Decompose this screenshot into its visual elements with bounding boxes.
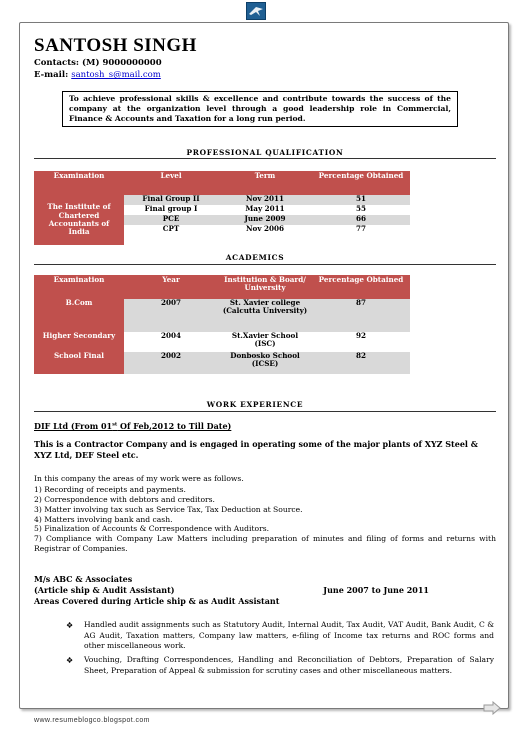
institution-cell: St. Xavier college (Calcutta University): [218, 299, 312, 332]
duty-text: Vouching, Drafting Correspondences, Handling and Reconciliation of Debtors, Preparation of Salary Sheet, Preparation of Appeal & submission for scrutiny cases and other miscellaneous matters.: [84, 654, 494, 675]
list-item: 3) Matter involving tax such as Service Tax, Tax Deduction at Source.: [34, 504, 303, 514]
list-item: 1) Recording of receipts and payments.: [34, 485, 186, 494]
term-cell: Nov 2006: [218, 225, 312, 245]
work-experience-heading: WORK EXPERIENCE: [206, 400, 304, 409]
job-title-start: DIF Ltd (From 01: [34, 421, 113, 431]
table-row: [34, 299, 410, 332]
list-item: 4) Matters involving bank and cash.: [34, 514, 173, 524]
objective-box: To achieve professional skills & excellence and contribute towards the success of the company at the organization level through a good leadership role in Commercial, Finance & Accounts and Taxation for a long run period.: [62, 91, 458, 127]
percentage-cell: 92: [312, 332, 410, 352]
section-divider: [34, 158, 496, 159]
firm-role-row: [34, 585, 429, 596]
table-row: [34, 352, 410, 374]
candidate-name: SANTOSH SINGH: [34, 35, 197, 56]
professional-qualification-table: [34, 171, 410, 245]
section-divider: [34, 411, 496, 412]
list-item: [66, 655, 494, 676]
professional-qualification-heading: PROFESSIONAL QUALIFICATION: [186, 148, 344, 157]
year-cell: 2007: [124, 299, 218, 332]
firm-period: June 2007 to June 2011: [323, 584, 429, 595]
firm-name: M/s ABC & Associates: [34, 574, 133, 584]
job-title-ordinal: st: [112, 421, 118, 428]
col-percentage: Percentage Obtained: [312, 275, 410, 299]
footer-site-url[interactable]: www.resumeblogco.blogspot.com: [34, 717, 150, 724]
previous-firm-block: [34, 574, 494, 606]
list-item: 7) Compliance with Company Law Matters including preparation of minutes and filing of forms and returns with Registrar of Companies.: [34, 534, 496, 554]
term-cell: Nov 2011: [218, 195, 312, 205]
exam-cell: B.Com: [34, 299, 124, 332]
resume-page: [19, 22, 509, 709]
diamond-flower-bullet-icon: ❖: [66, 621, 74, 630]
academics-heading: ACADEMICS: [225, 253, 285, 262]
contact-line: [34, 58, 162, 68]
col-level: Level: [124, 171, 218, 195]
year-cell: 2002: [124, 352, 218, 374]
firm-role: (Article ship & Audit Assistant): [34, 584, 175, 595]
institution-cell: Donbosko School (ICSE): [218, 352, 312, 374]
level-cell: Final group I: [124, 205, 218, 215]
list-item: 5) Finalization of Accounts & Correspondence with Auditors.: [34, 524, 270, 534]
table-row: [34, 195, 410, 205]
institute-name: The Institute of Chartered Accountants of India: [34, 195, 124, 245]
col-term: Term: [218, 171, 312, 195]
contacts-label: Contacts: (M): [34, 58, 100, 68]
next-page-arrow-icon[interactable]: [483, 700, 501, 714]
firm-areas-heading: Areas Covered during Article ship & as Audit Assistant: [34, 595, 280, 606]
percentage-cell: 82: [312, 352, 410, 374]
col-percentage: Percentage Obtained: [312, 171, 410, 195]
job-title-end: Of Feb,2012 to Till Date): [117, 421, 232, 431]
work-areas-list: [34, 485, 496, 554]
level-cell: Final Group II: [124, 195, 218, 205]
percentage-cell: 51: [312, 195, 410, 205]
diamond-flower-bullet-icon: ❖: [66, 655, 74, 665]
institution-cell: St.Xavier School (ISC): [218, 332, 312, 352]
duty-text: Handled audit assignments such as Statutory Audit, Internal Audit, Tax Audit, VAT Audit, Bank Audit, C & AG Audit, Taxation matters, Company law matters, e-filing of Income tax returns and ROC forms and other miscellaneous work.: [84, 620, 494, 651]
company-description: This is a Contractor Company and is engaged in operating some of the major plants of XYZ Steel & XYZ Ltd, DEF Steel etc.: [34, 439, 478, 460]
email-link[interactable]: santosh_s@mail.com: [71, 70, 161, 80]
section-divider: [34, 264, 496, 265]
table-row: [34, 332, 410, 352]
exam-cell: Higher Secondary: [34, 332, 124, 352]
list-item: [66, 620, 494, 652]
areas-intro: In this company the areas of my work were as follows.: [34, 474, 244, 483]
col-examination: Examination: [34, 275, 124, 299]
percentage-cell: 66: [312, 215, 410, 225]
list-item: 2) Correspondence with debtors and creditors.: [34, 494, 215, 504]
level-cell: PCE: [124, 215, 218, 225]
academics-table: [34, 275, 410, 374]
exam-cell: School Final: [34, 352, 124, 374]
col-examination: Examination: [34, 171, 124, 195]
year-cell: 2004: [124, 332, 218, 352]
col-institution: Institution & Board/ University: [218, 275, 312, 299]
level-cell: CPT: [124, 225, 218, 245]
col-year: Year: [124, 275, 218, 299]
percentage-cell: 55: [312, 205, 410, 215]
term-cell: May 2011: [218, 205, 312, 215]
email-label: E-mail:: [34, 70, 69, 80]
percentage-cell: 87: [312, 299, 410, 332]
term-cell: June 2009: [218, 215, 312, 225]
email-line: [34, 70, 161, 80]
firm-duties-list: [66, 620, 494, 679]
site-logo-icon[interactable]: [246, 2, 266, 20]
percentage-cell: 77: [312, 225, 410, 245]
current-job-title: [34, 421, 231, 431]
contacts-value: 9000000000: [102, 58, 162, 68]
